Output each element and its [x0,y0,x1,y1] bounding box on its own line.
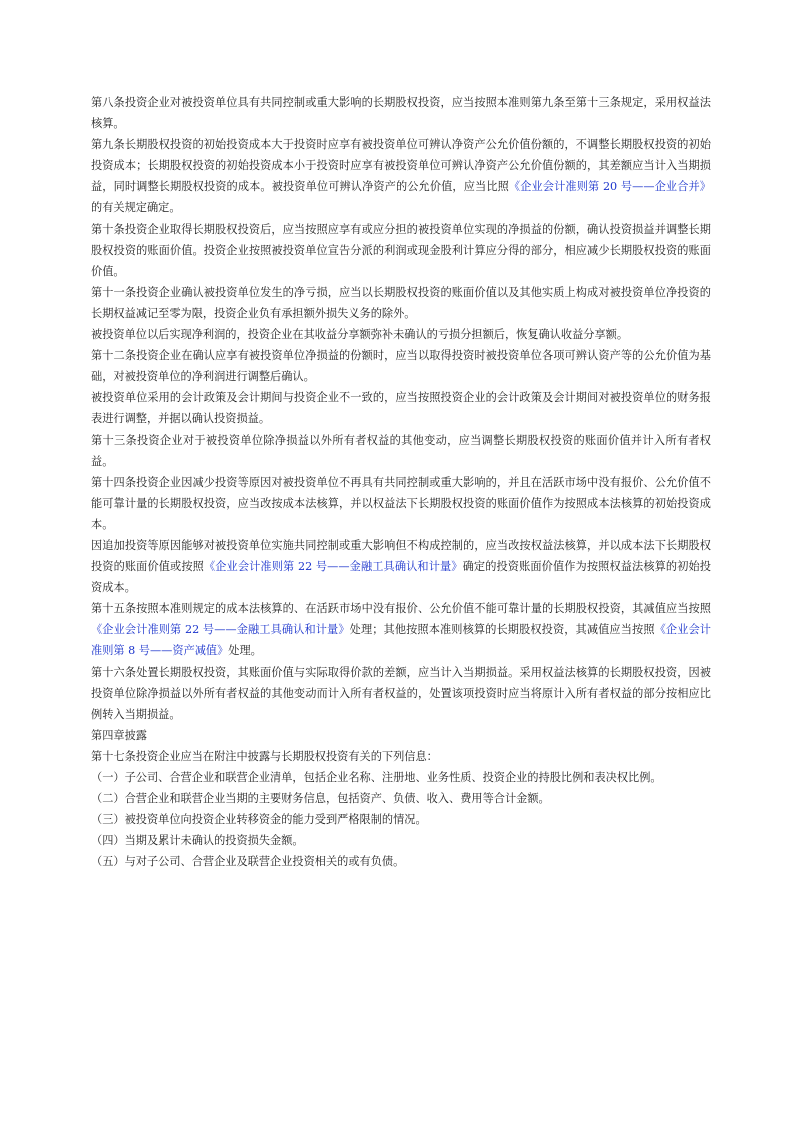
paragraph-text: 第十五条按照本准则规定的成本法核算的、在活跃市场中没有报价、公允价值不能可靠计量的长期股权投资，其减值应当按照 [91,602,711,616]
standard-reference-link[interactable]: 《企业会计准则第 22 号——金融工具确认和计量》 [91,623,350,637]
paragraph-text: 被投资单位以后实现净利润的，投资企业在其收益分享额弥补未确认的亏损分担额后，恢复确认收益分享额。 [91,328,629,342]
paragraph-text: 第十二条投资企业在确认应享有被投资单位净损益的份额时，应当以取得投资时被投资单位各项可辨认资产等的公允价值为基础，对被投资单位的净利润进行调整后确认。 [91,349,711,384]
paragraph-text: （五）与对子公司、合营企业及联营企业投资相关的或有负债。 [91,855,405,869]
paragraph [91,788,711,809]
paragraph-text: 第十六条处置长期股权投资，其账面价值与实际取得价款的差额，应当计入当期损益。采用权益法核算的长期股权投资，因被投资单位除净损益以外所有者权益的其他变动而计入所有者权益的，处置该项投资时应当将原计入所有者权益的部分按相应比例转入当期损益。 [91,665,711,721]
paragraph-text: （二）合营企业和联营企业当期的主要财务信息，包括资产、负债、收入、费用等合计金额。 [91,792,550,806]
paragraph [91,767,711,788]
paragraph [91,92,711,134]
paragraph [91,809,711,830]
paragraph [91,746,711,767]
paragraph-text: 第十三条投资企业对于被投资单位除净损益以外所有者权益的其他变动，应当调整长期股权投资的账面价值并计入所有者权益。 [91,433,711,468]
paragraph-text: 第十条投资企业取得长期股权投资后，应当按照应享有或应分担的被投资单位实现的净损益的份额，确认投资损益并调整长期股权投资的账面价值。投资企业按照被投资单位宣告分派的利润或现金股利计算应分得的部分，相应减少长期股权投资的账面价值。 [91,222,711,278]
paragraph [91,324,711,345]
paragraph [91,345,711,387]
paragraph [91,472,711,535]
paragraph-text: 第四章披露 [91,728,147,742]
paragraph [91,535,711,598]
paragraph [91,598,711,661]
paragraph [91,830,711,851]
standard-reference-link[interactable]: 《企业会计准则第 22 号——金融工具确认和计量》 [203,560,463,574]
paragraph [91,725,711,746]
paragraph-text: 第九条长期股权投资的初始投资成本大于投资时应享有被投资单位可辨认净资产公允价值份额的，不调整长期股权投资的初始投资成本；长期股权投资的初始投资成本小于投资时应享有被投资单位可辨认净资产公允价值份额的，其差额应当计入当期损益，同时调整长期股权投资的成本。被投资单位可辨认净资产的公允价值，应当比照 [91,138,711,194]
paragraph-text: 的有关规定确定。 [91,201,181,215]
paragraph [91,662,711,725]
paragraph-text: 被投资单位采用的会计政策及会计期间与投资企业不一致的，应当按照投资企业的会计政策及会计期间对被投资单位的财务报表进行调整，并据以确认投资损益。 [91,391,711,426]
paragraph-text: 第十一条投资企业确认被投资单位发生的净亏损，应当以长期股权投资的账面价值以及其他实质上构成对被投资单位净投资的长期权益减记至零为限，投资企业负有承担额外损失义务的除外。 [91,285,711,320]
paragraph-text: 第八条投资企业对被投资单位具有共同控制或重大影响的长期股权投资，应当按照本准则第九条至第十三条规定，采用权益法核算。 [91,96,711,131]
standard-reference-link[interactable]: 《企业会计准则第 8 号——资产减值》 [91,623,711,658]
paragraph-text: 第十四条投资企业因减少投资等原因对被投资单位不再具有共同控制或重大影响的，并且在活跃市场中没有报价、公允价值不能可靠计量的长期股权投资，应当改按成本法核算，并以权益法下长期股权投资的账面价值作为按照成本法核算的初始投资成本。 [91,475,711,531]
paragraph-text: 确定的投资账面价值作为按照权益法核算的初始投资成本。 [91,560,711,595]
paragraph [91,134,711,218]
paragraph-text: （四）当期及累计未确认的投资损失金额。 [91,834,304,848]
paragraph-text: （三）被投资单位向投资企业转移资金的能力受到严格限制的情况。 [91,813,427,827]
document-body [91,92,711,872]
paragraph [91,851,711,872]
paragraph-text: 处理。 [228,644,262,658]
standard-reference-link[interactable]: 《企业会计准则第 20 号——企业合并》 [508,180,711,194]
paragraph-text: 因追加投资等原因能够对被投资单位实施共同控制或重大影响但不构成控制的，应当改按权益法核算，并以成本法下长期股权投资的账面价值或按照 [91,538,711,574]
paragraph-text: （一）子公司、合营企业和联营企业清单，包括企业名称、注册地、业务性质、投资企业的持股比例和表决权比例。 [91,771,662,784]
paragraph [91,387,711,429]
paragraph-text: 第十七条投资企业应当在附注中披露与长期股权投资有关的下列信息： [91,749,438,763]
paragraph [91,430,711,472]
paragraph [91,219,711,282]
paragraph-text: 处理；其他按照本准则核算的长期股权投资，其减值应当按照 [349,623,655,637]
paragraph [91,282,711,324]
